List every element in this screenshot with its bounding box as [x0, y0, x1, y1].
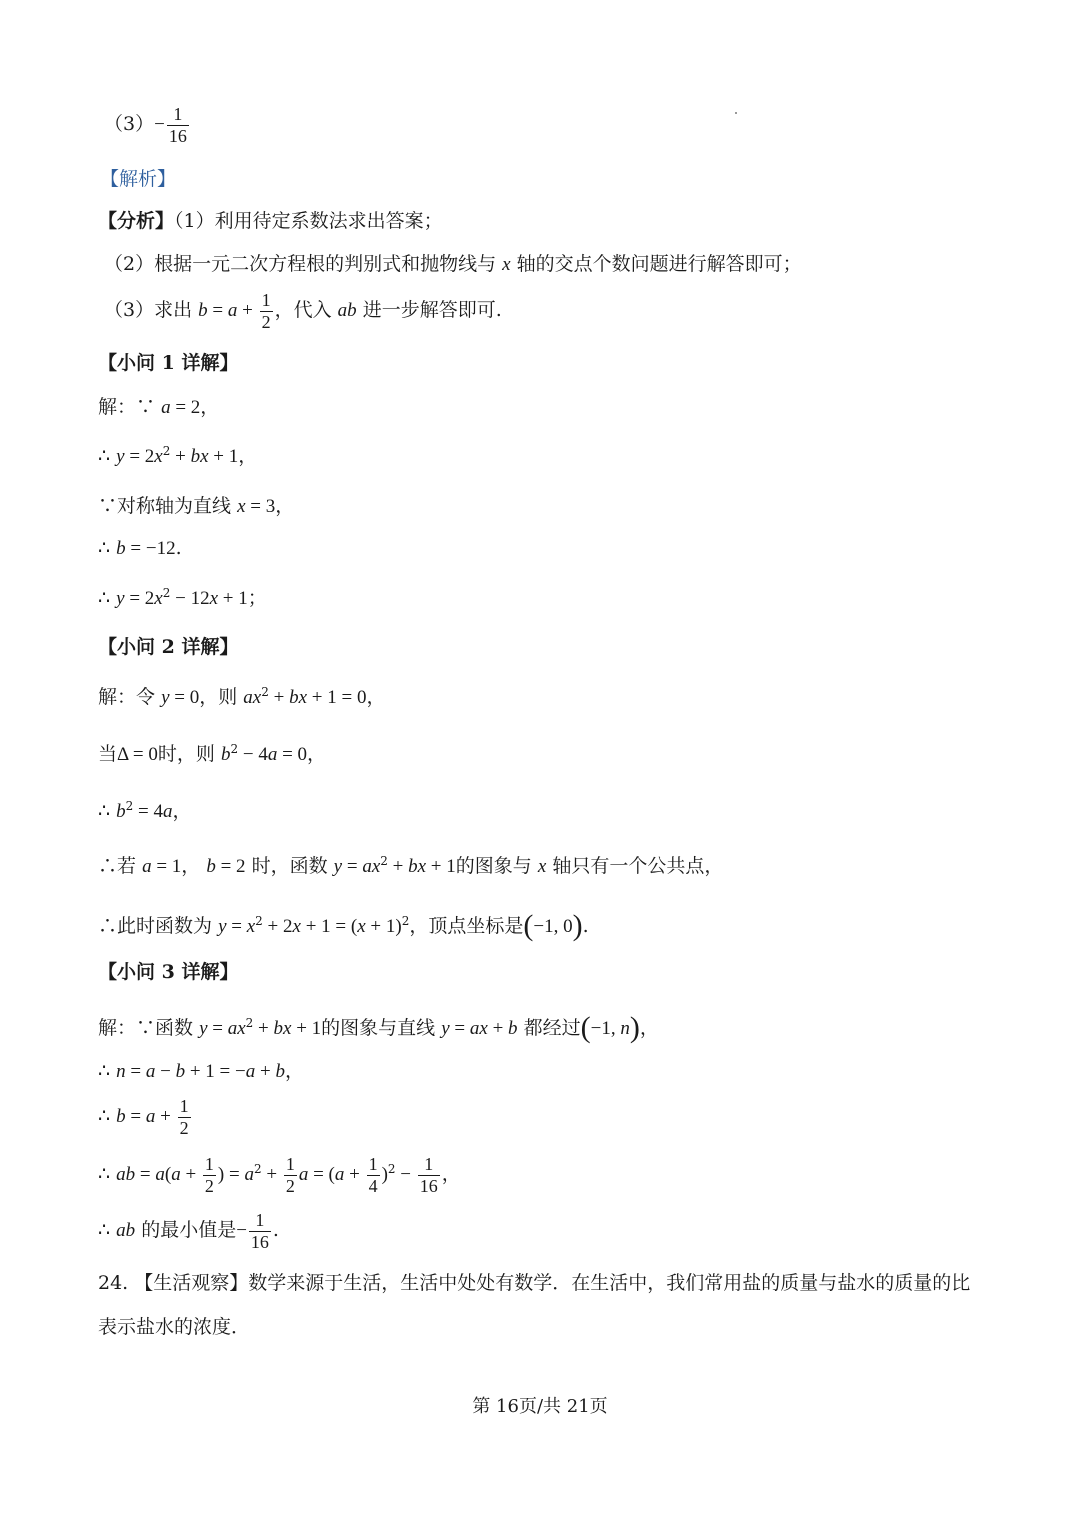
q3-line-5: ∴ ab 的最小值是− $\frac{1}{16}$ .: [98, 1210, 279, 1252]
analysis-line-3: （3）求出 b = a + $\frac{1}{2}$ ，代入 ab 进一步解答即可.: [104, 290, 502, 332]
q1-line-2: ∴ $y = 2x^2$ + bx + 1，: [98, 444, 258, 467]
q1-line-4: ∴ b = −12.: [98, 537, 182, 559]
q2-line-2: 当Δ = 0时，则 $b^2 - 4a = 0$，: [98, 742, 327, 765]
q1-line-5: ∴ $y = 2x^2 - 12x + 1$；: [98, 586, 267, 609]
analysis-line-1: 【分析】（1）利用待定系数法求出答案；: [98, 210, 443, 232]
q1-heading: 【小问 1 详解】: [98, 352, 239, 374]
q3-line-1: 解：∵函数 $y = ax^2$ + bx + 1的图象与直线 y = ax + b 都经过(−1, n)，: [98, 1011, 659, 1044]
question-24-line-2: 表示盐水的浓度．: [98, 1316, 251, 1338]
q1-line-3: ∵对称轴为直线 x = 3，: [98, 495, 295, 517]
answer-3-label: （3）: [104, 113, 155, 136]
jiexi-heading: 【解析】: [100, 168, 177, 190]
q3-line-4: ∴ ab = a(a + $\frac{1}{2}$ ) = $a^2$ + $\frac{1}{2}$ a = (a + $\frac{1}{4}$ )$^2$ − $\frac{1}{16}$ ，: [98, 1154, 461, 1196]
q2-line-3: ∴ $b^2 = 4a$，: [98, 799, 192, 822]
answer-3-line: （3）− $\frac{1}{16}$: [104, 104, 187, 146]
question-24-line-1: 24. 【生活观察】数学来源于生活，生活中处处有数学．在生活中，我们常用盐的质量与盐水的质量的比: [98, 1272, 971, 1294]
scan-dot: [735, 112, 737, 114]
q2-line-1: 解：令 y = 0，则 $ax^2$ + bx + 1 = 0，: [98, 685, 386, 708]
page-footer: 第 16页/共 21页: [472, 1396, 608, 1417]
q2-line-5: ∴此时函数为 $y = x^2 + 2x + 1 = (x + 1)^2$，顶点坐标是(−1, 0).: [98, 909, 589, 942]
q2-heading: 【小问 2 详解】: [98, 636, 239, 658]
q3-heading: 【小问 3 详解】: [98, 961, 239, 983]
fraction: $\frac{1}{16}$: [168, 104, 187, 146]
q2-line-4: ∴若 a = 1， b = 2 时，函数 $y = ax^2$ + bx + 1的图象与 x 轴只有一个公共点，: [98, 854, 724, 877]
analysis-line-2: （2）根据一元二次方程根的判别式和抛物线与 x 轴的交点个数问题进行解答即可；: [104, 253, 802, 275]
q1-line-1: 解：∵ a = 2，: [98, 396, 220, 418]
q3-line-3: ∴ b = a + $\frac{1}{2}$: [98, 1096, 189, 1138]
q3-line-2: ∴ n = a − b + 1 = −a + b，: [98, 1060, 304, 1082]
